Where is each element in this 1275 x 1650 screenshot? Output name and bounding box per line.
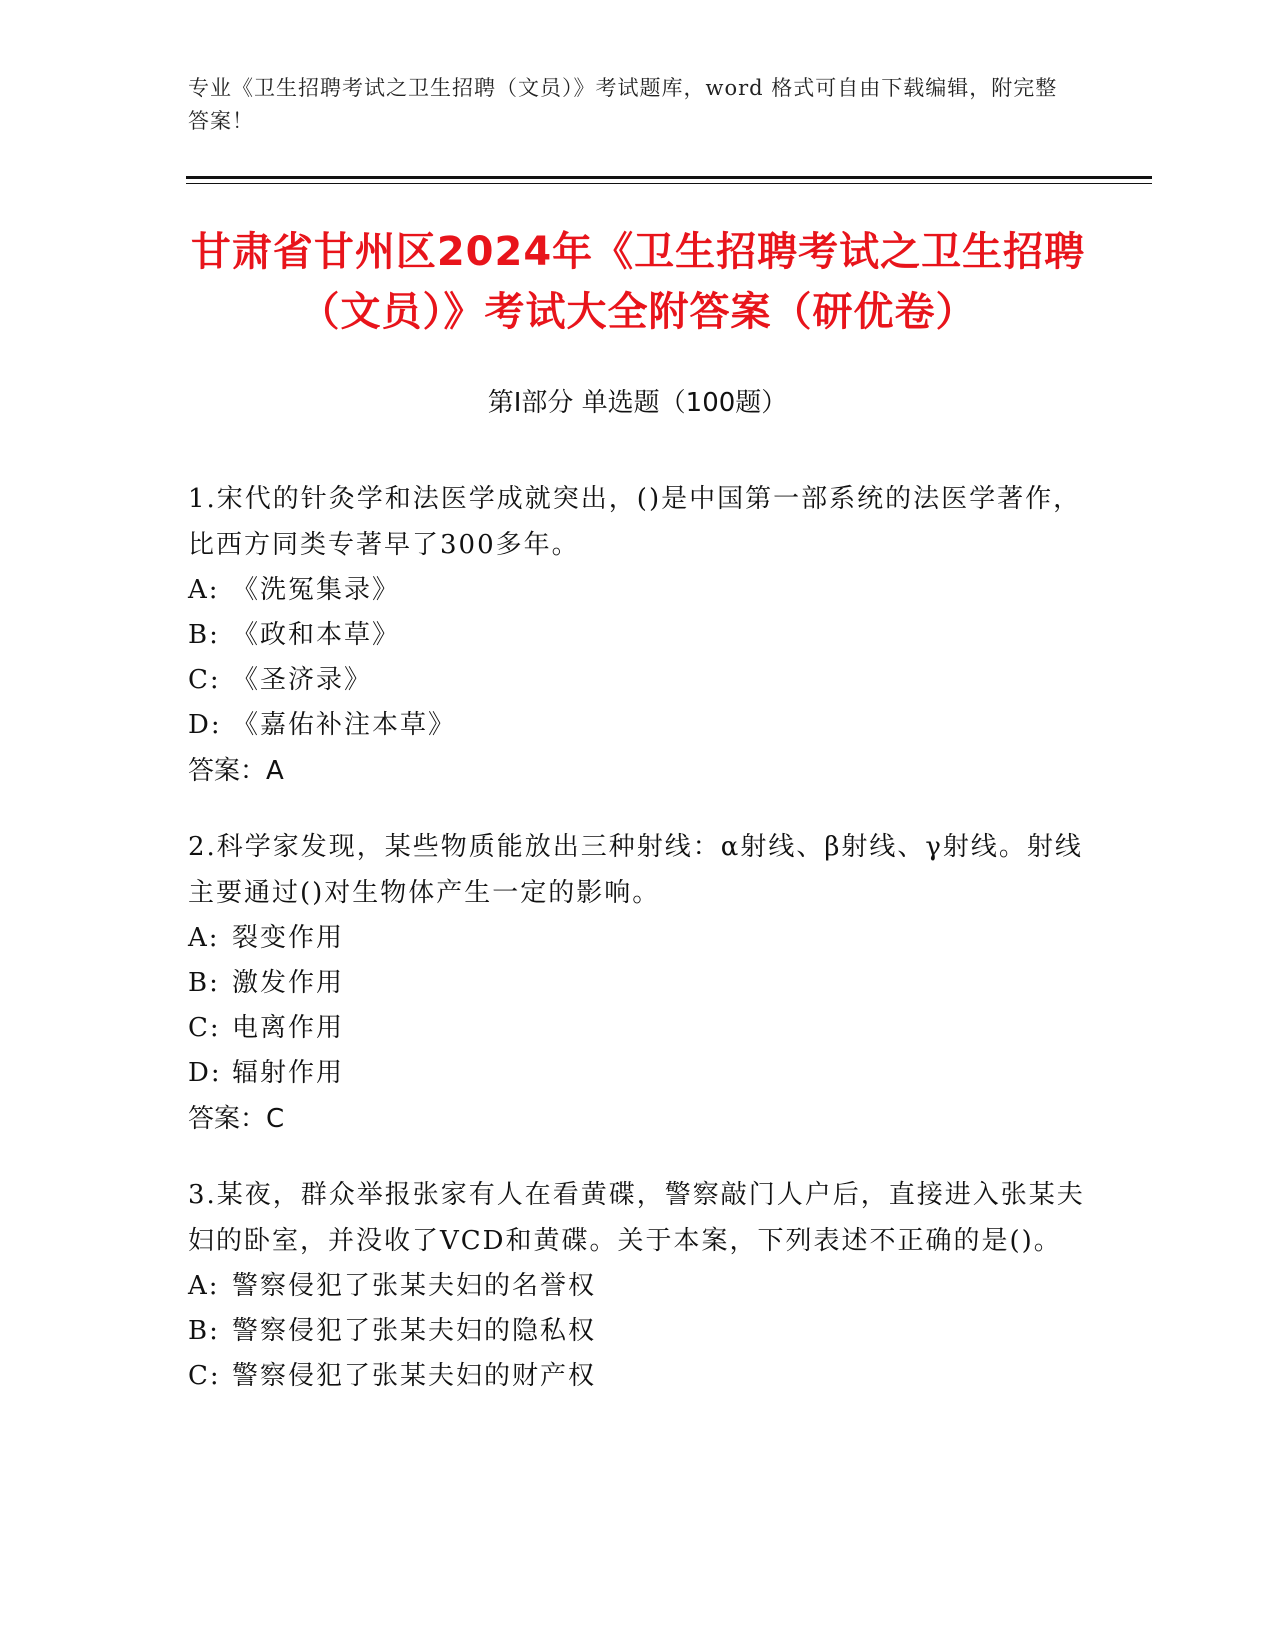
option-c: [188, 1006, 1088, 1051]
option-letter: A:: [188, 1271, 220, 1301]
option-letter: B:: [188, 620, 220, 650]
header-rule-thick: [186, 176, 1152, 179]
option-b: [188, 1309, 1088, 1354]
question-1: [188, 476, 1088, 794]
option-text: 《嘉佑补注本草》: [232, 710, 457, 740]
header-note: 专业《卫生招聘考试之卫生招聘（文员）》考试题库，word 格式可自由下载编辑，附完整答案！: [188, 76, 1058, 133]
option-d: [188, 1051, 1088, 1096]
option-text: 激发作用: [232, 968, 345, 998]
question-stem: 1.宋代的针灸学和法医学成就突出，()是中国第一部系统的法医学著作，比西方同类专著早了300多年。: [188, 484, 1082, 560]
option-text: 辐射作用: [232, 1058, 345, 1088]
question-3: [188, 1172, 1088, 1399]
option-letter: C:: [188, 665, 221, 695]
option-c: [188, 1354, 1088, 1399]
option-a: [188, 1264, 1088, 1309]
option-b: [188, 961, 1088, 1006]
option-text: 裂变作用: [232, 923, 345, 953]
header-rule-thin: [186, 183, 1152, 184]
option-letter: C:: [188, 1361, 221, 1391]
question-stem: 2.科学家发现，某些物质能放出三种射线：α射线、β射线、γ射线。射线主要通过()对生物体产生一定的影响。: [188, 832, 1083, 908]
answer-line: 答案：C: [188, 1104, 285, 1134]
option-a: [188, 916, 1088, 961]
option-text: 警察侵犯了张某夫妇的名誉权: [232, 1271, 597, 1301]
option-text: 警察侵犯了张某夫妇的财产权: [232, 1361, 597, 1391]
option-c: [188, 658, 1088, 703]
option-letter: B:: [188, 1316, 220, 1346]
document-title: 甘肃省甘州区2024年《卫生招聘考试之卫生招聘（文员）》考试大全附答案（研优卷）: [190, 229, 1086, 335]
option-text: 《圣济录》: [232, 665, 373, 695]
option-letter: C:: [188, 1013, 221, 1043]
question-list: [188, 476, 1088, 1429]
option-text: 电离作用: [232, 1013, 345, 1043]
option-letter: D:: [188, 1058, 222, 1088]
answer-line: 答案：A: [188, 756, 284, 786]
option-letter: B:: [188, 968, 220, 998]
question-stem: 3.某夜，群众举报张家有人在看黄碟，警察敲门人户后，直接进入张某夫妇的卧室，并没收了VCD和黄碟。关于本案，下列表述不正确的是()。: [188, 1180, 1085, 1256]
question-2: [188, 824, 1088, 1142]
option-letter: D:: [188, 710, 222, 740]
option-text: 《政和本草》: [232, 620, 401, 650]
option-letter: A:: [188, 575, 220, 605]
option-a: [188, 568, 1088, 613]
option-letter: A:: [188, 923, 220, 953]
section-title: 第Ⅰ部分 单选题（100题）: [487, 388, 788, 418]
option-d: [188, 703, 1088, 748]
option-text: 《洗冤集录》: [232, 575, 401, 605]
option-b: [188, 613, 1088, 658]
option-text: 警察侵犯了张某夫妇的隐私权: [232, 1316, 597, 1346]
